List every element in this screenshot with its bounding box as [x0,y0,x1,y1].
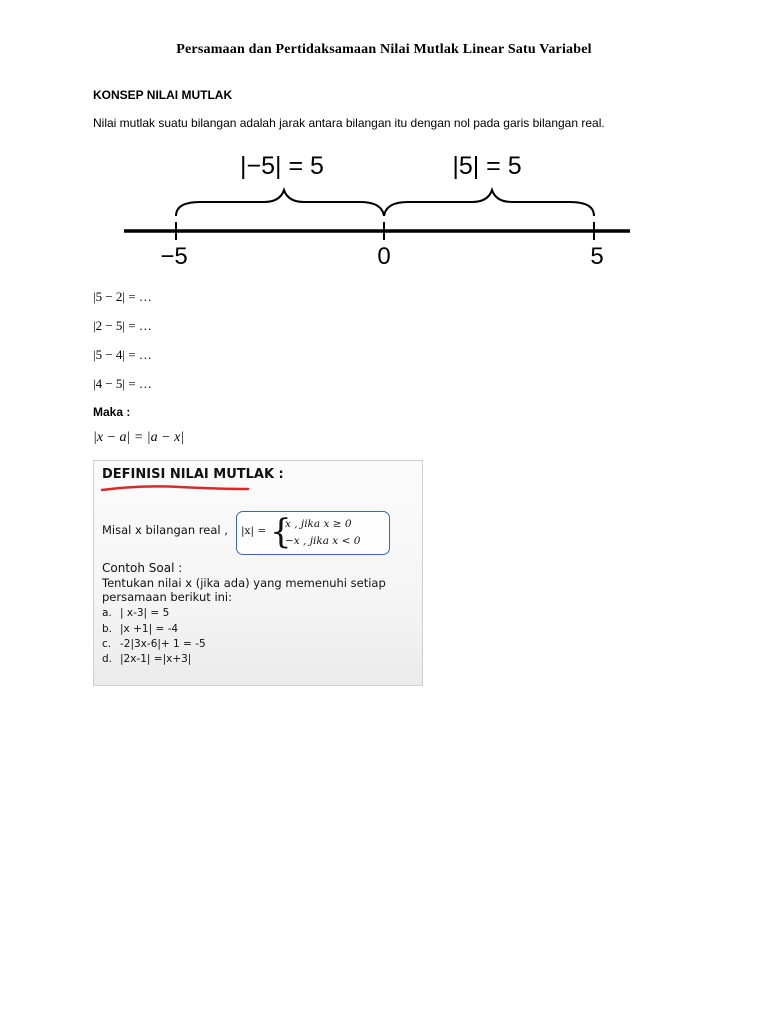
definition-formula-box [236,511,390,555]
case-negative: −x , jika x < 0 [285,535,361,547]
problem-label: a. [102,607,112,619]
exercise-3: |5 − 4| = … [93,347,152,362]
section-heading: KONSEP NILAI MUTLAK [93,88,233,102]
task-line-1: Tentukan nilai x (jika ada) yang memenuhi setiap [102,576,386,590]
exercise-2: |2 − 5| = … [93,318,152,333]
tick-label-5: 5 [590,243,604,270]
conclusion-label: Maka : [93,405,131,419]
problem-label: d. [102,653,113,665]
exercise-1: |5 − 2| = … [93,289,152,304]
contoh-soal-heading: Contoh Soal : [102,561,183,575]
number-line-figure [110,140,640,272]
brace-glyph: { [270,512,292,552]
task-line-2: persamaan berikut ini: [102,590,232,604]
problem-text: |x +1| = -4 [120,623,179,635]
brace-left [176,190,384,216]
problem-text: |2x-1| =|x+3| [120,653,192,665]
tick-label-minus-5: −5 [160,243,188,270]
problem-item [102,653,191,665]
conclusion-formula: |x − a| = |a − x| [93,430,185,445]
problem-item [102,638,206,650]
red-underline [100,483,250,495]
exercise-4: |4 − 5| = … [93,376,152,391]
problem-item [102,607,169,619]
number-line-label-right: |5| = 5 [452,152,522,180]
brace-right [384,190,594,216]
abs-x-label: |x| = [241,525,267,537]
problem-label: c. [102,638,112,650]
definition-misal: Misal x bilangan real , [102,523,228,537]
intro-paragraph: Nilai mutlak suatu bilangan adalah jarak antara bilangan itu dengan nol pada garis bilangan real. [93,116,605,130]
definition-image [93,460,423,686]
document-title: Persamaan dan Pertidaksamaan Nilai Mutlak Linear Satu Variabel [176,42,592,57]
problem-label: b. [102,623,113,635]
problem-item [102,623,178,635]
problem-text: | x-3| = 5 [120,607,170,619]
case-positive: x , jika x ≥ 0 [285,518,352,530]
number-line-label-left: |−5| = 5 [240,152,324,180]
problem-text: -2|3x-6|+ 1 = -5 [120,638,206,650]
definition-title: DEFINISI NILAI MUTLAK : [102,467,284,482]
tick-label-0: 0 [377,243,391,270]
